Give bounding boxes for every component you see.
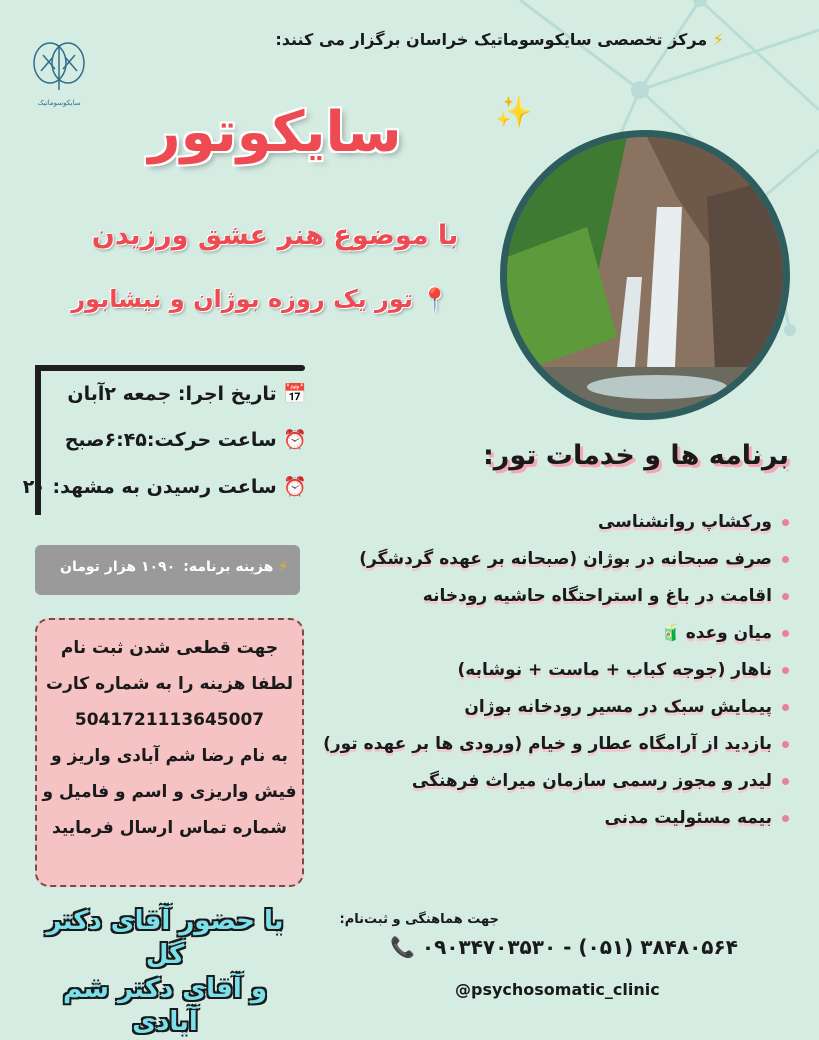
payment-instructions (35, 618, 304, 887)
bullet-icon (782, 741, 789, 748)
phone-number[interactable] (390, 935, 750, 959)
payment-line: جهت قطعی شدن ثبت نام (60, 638, 279, 658)
cost-label (183, 559, 288, 575)
snack-icon: 🧃 (660, 623, 681, 642)
program-title: برنامه ها و خدمات تور: (483, 440, 789, 471)
alarm-clock-icon: ⏰ (283, 429, 307, 451)
list-item: اقامت در باغ و استراحتگاه حاشیه رودخانه (309, 586, 789, 623)
payment-line: فیش واریزی و اسم و فامیل و (42, 782, 297, 802)
payment-line: به نام رضا شم آبادی واریز و (51, 746, 288, 766)
sparkles-icon: ✨ (495, 95, 533, 130)
bullet-icon (782, 556, 789, 563)
bullet-icon (782, 815, 789, 822)
info-bracket-top (35, 365, 305, 371)
doctors-line-1: با حضور آقای دکتر گل (46, 906, 284, 970)
doctors-note (35, 905, 295, 1040)
page-title: سایکوتور (148, 100, 402, 165)
program-list (309, 512, 789, 845)
list-item: صرف صبحانه در بوژان (صبحانه بر عهده گردشگر) (309, 549, 789, 586)
contact-label: جهت هماهنگی و ثبت‌نام: (339, 912, 499, 927)
list-item: ناهار (جوجه کباب + ماست + نوشابه) (309, 660, 789, 697)
payment-line: شماره تماس ارسال فرمایید (52, 818, 287, 838)
payment-line: لطفا هزینه را به شماره کارت (46, 674, 293, 694)
list-item: بازدید از آرامگاه عطار و خیام (ورودی ها بر عهده تور) (309, 734, 789, 771)
tour-line (60, 285, 460, 313)
list-item: پیمایش سبک در مسیر رودخانه بوژان (309, 697, 789, 734)
tour-info (22, 372, 315, 512)
list-item: بیمه مسئولیت مدنی (309, 808, 789, 845)
tour-line-text: تور یک روزه بوژان و نیشابور (71, 285, 413, 313)
logo-text: سایکوسوماتیک (37, 99, 81, 107)
info-date-text: تاریخ اجرا: جمعه ۲آبان (67, 383, 277, 405)
phone-text[interactable]: ۰۹۰۳۴۷۰۳۵۳۰ - (۰۵۱) ۳۸۴۸۰۵۶۴ (421, 935, 738, 959)
info-date (67, 382, 307, 405)
doctors-line-2: و آقای دکتر شم آبادی (62, 973, 268, 1038)
info-departure-text: ساعت حرکت:۶:۴۵صبح (64, 429, 277, 451)
list-item: لیدر و مجوز رسمی سازمان میراث فرهنگی (309, 771, 789, 808)
organizer-line (275, 30, 724, 49)
list-item: ورکشاپ روانشناسی (309, 512, 789, 549)
location-pin-icon: 📍 (421, 288, 449, 313)
organizer-text: مرکز تخصصی سایکوسوماتیک خراسان برگزار می کنند: (275, 30, 708, 49)
bullet-icon (782, 630, 789, 637)
bullet-icon (782, 593, 789, 600)
brain-logo-icon (29, 35, 89, 95)
bullet-icon (782, 778, 789, 785)
subtitle: با موضوع هنر عشق ورزیدن (91, 220, 459, 251)
cost-box (35, 545, 300, 595)
bullet-icon (782, 704, 789, 711)
bullet-icon (782, 667, 789, 674)
card-number: 5041721113645007 (74, 710, 265, 730)
phone-icon: 📞 (390, 935, 415, 959)
bullet-icon (782, 519, 789, 526)
info-arrival-text: ساعت رسیدن به مشهد: ۲۰ (22, 476, 277, 498)
cost-value: ۱۰۹۰ هزار تومان (60, 559, 176, 575)
waterfall-photo (500, 130, 790, 420)
clinic-logo (28, 35, 90, 107)
cost-label-text: هزینه برنامه: (183, 559, 274, 575)
info-departure (65, 428, 307, 451)
lightning-icon: ⚡ (278, 559, 288, 575)
instagram-handle[interactable]: @psychosomatic_clinic (455, 980, 660, 999)
calendar-icon: 📅 (283, 383, 307, 405)
alarm-clock-icon: ⏰ (283, 476, 307, 498)
info-arrival (23, 475, 307, 498)
lightning-icon: ⚡ (712, 30, 724, 49)
list-item: میان وعده 🧃 (309, 623, 789, 660)
